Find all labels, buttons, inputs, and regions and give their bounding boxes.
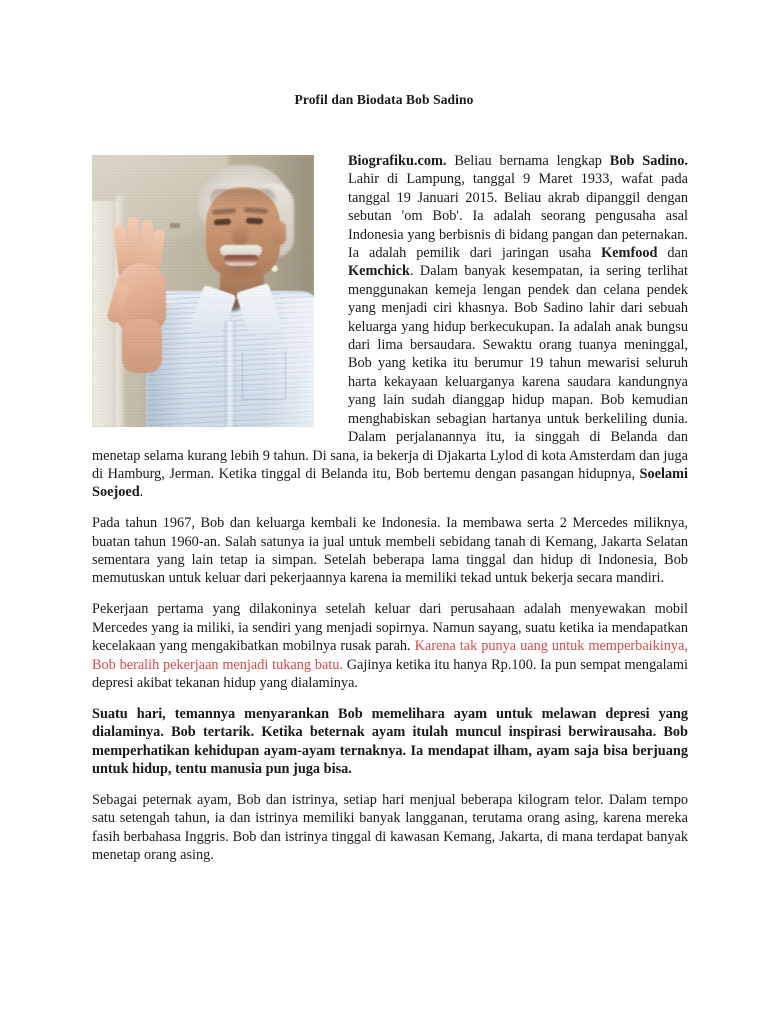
first-job-text-2: Gajinya ketika itu hanya Rp.100. Ia pun sempat mengalami depresi akibat tekanan hidup yang dialaminya.	[92, 656, 688, 691]
photo-eye-right	[246, 218, 263, 225]
photo-waving-hand	[110, 207, 172, 332]
document-body	[92, 152, 688, 877]
highlighted-sentence: Karena tak punya uang untuk memperbaikinya, Bob beralih pekerjaan menjadi tukang batu.	[92, 638, 688, 673]
paragraph-first-job	[92, 600, 688, 692]
intro-text-3: dan	[657, 245, 688, 262]
spouse-name: Soelami Soejoed	[92, 465, 688, 501]
photo-forehead	[210, 189, 276, 209]
paragraph-inspiration: Suatu hari, temannya menyarankan Bob memelihara ayam untuk melawan depresi yang dialaminya. Bob tertarik. Ketika beternak ayam itulah muncul inspirasi berwirausaha. Bob memperhatikan kehidupan ayam-ayam ternaknya. Ia mendapat ilham, ayam saja bisa berjuang untuk hidup, tentu manusia pun juga bisa.	[92, 705, 688, 778]
photo-nose	[232, 223, 248, 245]
brand-kemchick: Kemchick	[348, 263, 410, 280]
photo-chin	[220, 265, 262, 279]
first-job-text-1: Pekerjaan pertama yang dilakoninya setelah keluar dari perusahaan adalah menyewakan mobil Mercedes yang ia miliki, ia sendiri yang menjadi sopirnya. Namun sayang, suatu ketika ia mendapatkan kecelakaan yang mengakibatkan mobilnya rusak parah.	[92, 601, 688, 655]
brand-kemfood: Kemfood	[601, 245, 658, 262]
photo-head	[198, 165, 290, 277]
subject-name: Bob Sadino.	[609, 153, 688, 169]
photo-eye-left	[214, 219, 231, 226]
photo-shirt-pocket	[242, 351, 286, 400]
page-title: Profil dan Biodata Bob Sadino	[294, 92, 474, 107]
paragraph-chicken-farmer: Sebagai peternak ayam, Bob dan istrinya, setiap hari menjual beberapa kilogram telor. Dalam tempo satu setengah tahun, ia dan istrinya memiliki banyak langganan, terutama orang asing, karena mereka fasih berbahasa Inggris. Bob dan istrinya tinggal di kawasan Kemang, Jakarta, di mana terdapat banyak menetap orang asing.	[92, 792, 688, 864]
intro-text-4: . Dalam banyak kesempatan, ia sering terlihat menggunakan kemeja lengan pendek dan celana pendek yang menjadi ciri khasnya. Bob Sadino lahir dari sebuah keluarga yang hidup berkecukupan. Ia adalah anak bungsu dari lima bersaudara. Sewaktu orang tuanya meninggal, Bob yang ketika itu berumur 19 tahun mewarisi seluruh harta kekayaan keluarganya karena saudara kandungnya yang lain sudah dianggap hidup mapan. Bob kemudian menghabiskan sebagian hartanya untuk berkeliling dunia. Dalam perjalanannya itu, ia singgah di Belanda dan menetap selama kurang lebih 9 tahun. Di sana, ia bekerja di Djakarta Lylod di kota Amsterdam dan juga di Hamburg, Jerman. Ketika tinggal di Belanda itu, Bob bertemu dengan pasangan hidupnya,	[92, 263, 688, 482]
intro-text-2: Lahir di Lampung, tanggal 9 Maret 1933, wafat pada tanggal 19 Januari 2015. Beliau akrab dipanggil dengan sebutan 'om Bob'. Ia adalah seorang pengusaha asal Indonesia yang berbisnis di bidang pangan dan peternakan. Ia adalah pemilik dari jaringan usaha	[348, 171, 688, 262]
source-attribution: Biografiku.com.	[348, 153, 447, 169]
intro-text-1: Beliau bernama lengkap	[446, 153, 610, 169]
photo-ear	[272, 221, 286, 245]
photo-shirt-placket	[224, 321, 236, 427]
bob-sadino-photo	[92, 155, 314, 427]
photo-wrist	[122, 319, 162, 373]
paragraph-return-indonesia: Pada tahun 1967, Bob dan keluarga kembali ke Indonesia. Ia membawa serta 2 Mercedes miliknya, buatan tahun 1960-an. Salah satunya ia jual untuk membeli sebidang tanah di Kemang, Jakarta Selatan sementara yang lain tetap ia simpan. Setelah beberapa lama tinggal dan hidup di Indonesia, Bob memutuskan untuk keluar dari pekerjaannya karena ia memiliki tekad untuk bekerja secara mandiri.	[92, 515, 688, 587]
intro-text-5: .	[139, 484, 144, 501]
